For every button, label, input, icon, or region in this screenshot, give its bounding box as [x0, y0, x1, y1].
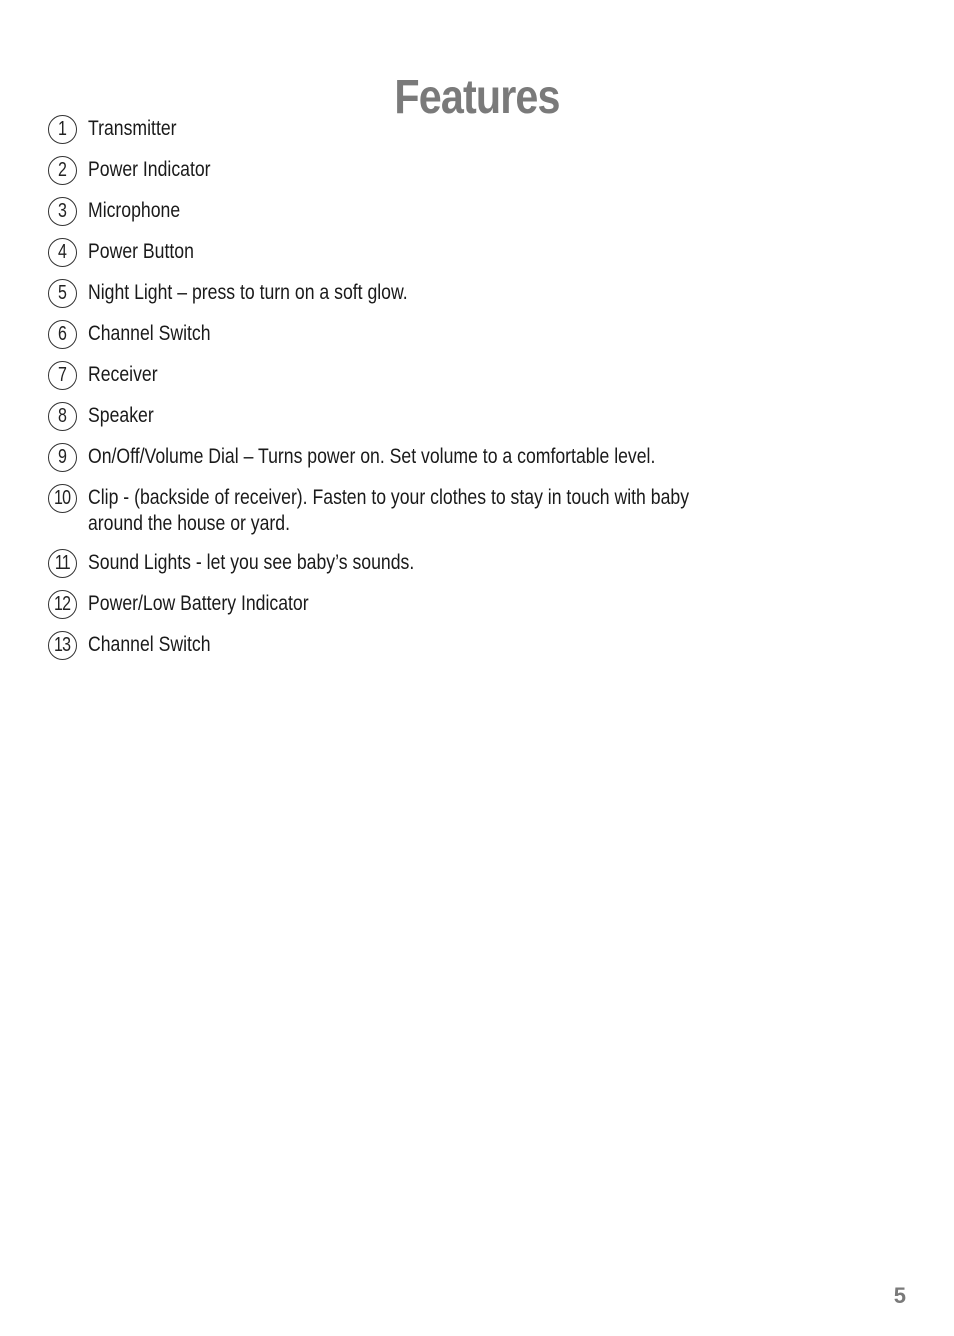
list-item [48, 360, 808, 390]
list-item [48, 155, 808, 185]
list-item [48, 278, 808, 308]
feature-text: Transmitter [88, 117, 177, 140]
feature-text: Power/Low Battery Indicator [88, 592, 309, 615]
item-number-badge: 4 [48, 238, 77, 267]
item-number-badge: 12 [48, 590, 77, 619]
list-item [48, 589, 808, 619]
list-item [48, 548, 808, 578]
feature-list [48, 114, 808, 671]
list-item [48, 196, 808, 226]
list-item [48, 630, 808, 660]
item-number-badge: 10 [48, 484, 77, 513]
feature-text: Power Indicator [88, 158, 211, 181]
feature-text: Speaker [88, 404, 154, 427]
feature-text: Microphone [88, 199, 181, 222]
feature-text: Sound Lights - let you see baby’s sounds. [88, 551, 415, 574]
feature-text: Channel Switch [88, 633, 211, 656]
item-number-badge: 5 [48, 279, 77, 308]
feature-text: Channel Switch [88, 322, 211, 345]
feature-text: Receiver [88, 363, 158, 386]
item-number-badge: 7 [48, 361, 77, 390]
item-number-badge: 6 [48, 320, 77, 349]
item-number-badge: 1 [48, 115, 77, 144]
feature-text: Clip - (backside of receiver). Fasten to your clothes to stay in touch with baby around the house or yard. [88, 486, 690, 535]
item-number-badge: 2 [48, 156, 77, 185]
item-number-badge: 8 [48, 402, 77, 431]
item-number-badge: 11 [48, 549, 77, 578]
list-item [48, 114, 808, 144]
item-number-badge: 9 [48, 443, 77, 472]
item-number-badge: 3 [48, 197, 77, 226]
list-item [48, 237, 808, 267]
list-item [48, 401, 808, 431]
page-number: 5 [893, 1283, 906, 1308]
list-item [48, 442, 808, 472]
list-item [48, 319, 808, 349]
page-title: Features [394, 71, 560, 125]
list-item [48, 483, 808, 537]
feature-text: On/Off/Volume Dial – Turns power on. Set volume to a comfortable level. [88, 445, 656, 468]
feature-text: Power Button [88, 240, 194, 263]
feature-text: Night Light – press to turn on a soft glow. [88, 281, 408, 304]
item-number-badge: 13 [48, 631, 77, 660]
